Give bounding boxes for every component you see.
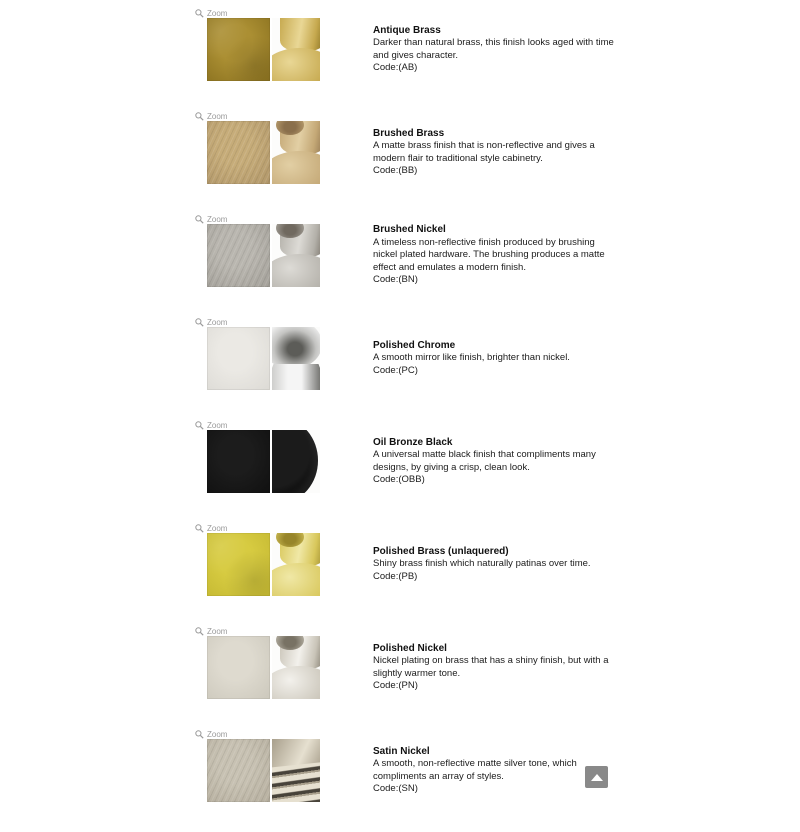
finish-hardware-image xyxy=(272,739,320,802)
zoom-link-label: Zoom xyxy=(207,626,228,636)
finish-hardware-image xyxy=(272,430,320,493)
zoom-link-label: Zoom xyxy=(207,8,228,18)
finish-description: Shiny brass finish which naturally patinas over time. xyxy=(373,558,591,570)
finish-swatch-image xyxy=(207,121,270,184)
finish-swatch-image xyxy=(207,636,270,699)
finish-images[interactable] xyxy=(207,224,320,287)
finish-hardware-image xyxy=(272,121,320,184)
magnifier-icon xyxy=(195,318,204,327)
finish-swatch-image xyxy=(207,327,270,390)
zoom-link-label: Zoom xyxy=(207,317,228,327)
magnifier-icon xyxy=(195,524,204,533)
finish-code: Code:(SN) xyxy=(373,782,418,794)
magnifier-icon xyxy=(195,730,204,739)
zoom-link[interactable] xyxy=(195,111,615,121)
zoom-link[interactable] xyxy=(195,626,615,636)
finish-description: A universal matte black finish that compliments many designs, by giving a crisp, clean look. xyxy=(373,449,596,473)
finish-images[interactable] xyxy=(207,636,320,699)
finish-row xyxy=(195,626,615,699)
finish-description: A smooth, non-reflective matte silver tone, which compliments an array of styles. xyxy=(373,758,577,782)
finish-images[interactable] xyxy=(207,18,320,81)
magnifier-icon xyxy=(195,112,204,121)
magnifier-icon xyxy=(195,627,204,636)
finish-title: Satin Nickel xyxy=(373,745,430,757)
finish-swatch-image xyxy=(207,739,270,802)
back-to-top-button[interactable] xyxy=(585,766,608,788)
zoom-link-label: Zoom xyxy=(207,729,228,739)
magnifier-icon xyxy=(195,9,204,18)
finish-title: Polished Chrome xyxy=(373,339,456,351)
finish-description: A matte brass finish that is non-reflective and gives a modern flair to traditional style cabinetry. xyxy=(373,140,595,164)
finish-code: Code:(PN) xyxy=(373,679,418,691)
zoom-link-label: Zoom xyxy=(207,111,228,121)
finish-swatch-image xyxy=(207,224,270,287)
zoom-link[interactable] xyxy=(195,523,615,533)
finish-list xyxy=(195,8,615,832)
finish-title: Antique Brass xyxy=(373,24,441,36)
finish-images[interactable] xyxy=(207,430,320,493)
zoom-link[interactable] xyxy=(195,420,615,430)
finish-hardware-image xyxy=(272,224,320,287)
finish-row xyxy=(195,729,615,802)
finish-description: A timeless non-reflective finish produced by brushing nickel plated hardware. The brushing produces a matte effect and emulates a modern finish. xyxy=(373,236,605,273)
finish-row xyxy=(195,111,615,184)
zoom-link[interactable] xyxy=(195,729,615,739)
finish-images[interactable] xyxy=(207,327,320,390)
zoom-link-label: Zoom xyxy=(207,214,228,224)
finish-images[interactable] xyxy=(207,121,320,184)
finish-hardware-image xyxy=(272,18,320,81)
finish-code: Code:(BB) xyxy=(373,164,418,176)
finish-images[interactable] xyxy=(207,739,320,802)
finish-row xyxy=(195,8,615,81)
finish-hardware-image xyxy=(272,533,320,596)
zoom-link[interactable] xyxy=(195,317,615,327)
finish-images[interactable] xyxy=(207,533,320,596)
finish-row xyxy=(195,214,615,287)
finish-description: Darker than natural brass, this finish looks aged with time and gives character. xyxy=(373,37,614,61)
finish-code: Code:(PB) xyxy=(373,570,418,582)
up-triangle-icon xyxy=(591,774,603,781)
finish-swatch-image xyxy=(207,533,270,596)
finish-row xyxy=(195,420,615,493)
zoom-link[interactable] xyxy=(195,8,615,18)
magnifier-icon xyxy=(195,215,204,224)
finish-hardware-image xyxy=(272,636,320,699)
finish-code: Code:(AB) xyxy=(373,61,418,73)
finish-swatch-image xyxy=(207,18,270,81)
zoom-link-label: Zoom xyxy=(207,523,228,533)
finish-title: Polished Brass (unlaquered) xyxy=(373,545,509,557)
finish-code: Code:(OBB) xyxy=(373,473,425,485)
zoom-link-label: Zoom xyxy=(207,420,228,430)
finish-title: Oil Bronze Black xyxy=(373,436,453,448)
finish-code: Code:(PC) xyxy=(373,364,418,376)
magnifier-icon xyxy=(195,421,204,430)
finish-hardware-image xyxy=(272,327,320,390)
finish-row xyxy=(195,523,615,596)
finish-title: Brushed Brass xyxy=(373,127,445,139)
finish-description: A smooth mirror like finish, brighter than nickel. xyxy=(373,352,570,364)
finish-code: Code:(BN) xyxy=(373,274,418,286)
zoom-link[interactable] xyxy=(195,214,615,224)
finish-swatch-image xyxy=(207,430,270,493)
finish-title: Brushed Nickel xyxy=(373,224,446,236)
finish-description: Nickel plating on brass that has a shiny finish, but with a slightly warmer tone. xyxy=(373,655,609,679)
finish-row xyxy=(195,317,615,390)
finish-title: Polished Nickel xyxy=(373,642,447,654)
